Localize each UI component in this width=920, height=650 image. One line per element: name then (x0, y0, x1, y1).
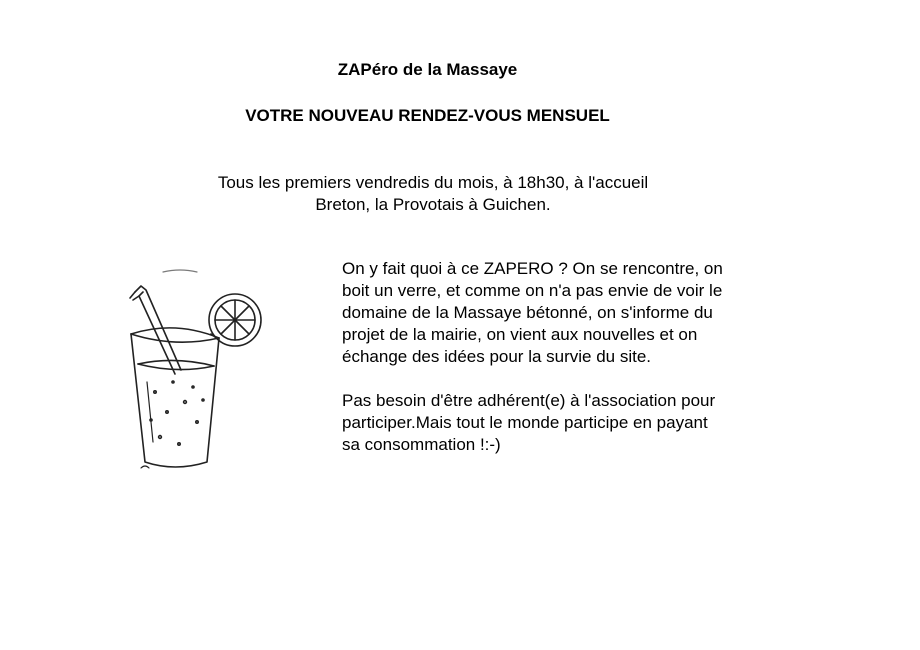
paragraph-line: Pas besoin d'être adhérent(e) à l'association pour (342, 391, 716, 410)
schedule-line-1: Tous les premiers vendredis du mois, à 18h30, à l'accueil (217, 173, 649, 192)
paragraph-what (342, 258, 792, 368)
paragraph-line: sa consommation !:-) (342, 435, 501, 454)
description-text (342, 258, 792, 478)
paragraph-line: domaine de la Massaye bétonné, on s'informe du (342, 303, 713, 322)
paragraph-line: On y fait quoi à ce ZAPERO ? On se rencontre, on (342, 259, 723, 278)
schedule-line-2: Breton, la Provotais à Guichen. (315, 195, 551, 214)
paragraph-line: participer.Mais tout le monde participe en payant (342, 413, 708, 432)
glass-with-straw-and-lemon-icon (115, 262, 275, 477)
document-subtitle: VOTRE NOUVEAU RENDEZ-VOUS MENSUEL (245, 106, 610, 125)
schedule-text (150, 172, 716, 216)
document-title: ZAPéro de la Massaye (337, 60, 518, 79)
paragraph-line: boit un verre, et comme on n'a pas envie de voir le (342, 281, 723, 300)
paragraph-membership (342, 390, 792, 456)
paragraph-line: échange des idées pour la survie du site. (342, 347, 652, 366)
paragraph-line: projet de la mairie, on vient aux nouvelles et on (342, 325, 698, 344)
